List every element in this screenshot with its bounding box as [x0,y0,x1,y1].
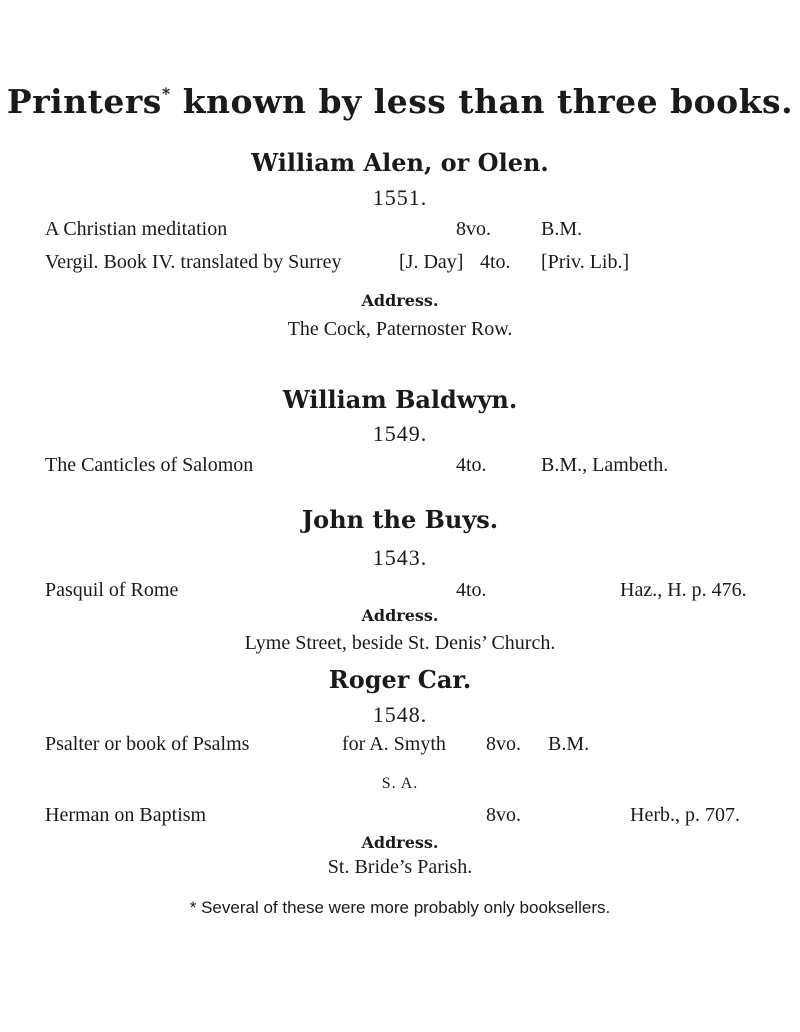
address-label: Address. [361,606,439,625]
entry-title: Vergil. Book IV. translated by Surrey [45,251,342,273]
entry-location: Haz., H. p. 476. [620,579,747,601]
entry-location: Herb., p. 707. [630,804,740,826]
entry-format: 8vo. [486,804,521,826]
section-year: 1548. [372,702,428,727]
address-text: Lyme Street, beside St. Denis’ Church. [244,632,556,654]
entry-title: A Christian meditation [45,218,228,240]
section-heading-baldwyn: William Baldwyn. [282,385,518,414]
entry-location: B.M., Lambeth. [541,454,669,476]
section-year: 1549. [372,421,428,446]
entry-row [0,251,800,277]
entry-format: 8vo. [486,733,521,755]
section-subyear: S. A. [381,775,419,792]
entry-row [0,218,800,244]
entry-row [0,579,800,605]
entry-location: B.M. [548,733,590,755]
address-label: Address. [361,291,439,310]
section-year: 1543. [372,545,428,570]
entry-location: [Priv. Lib.] [541,251,630,273]
entry-format: 8vo. [456,218,491,240]
section-year: 1551. [372,185,428,210]
section-heading-buys: John the Buys. [301,505,499,534]
entry-title: Herman on Baptism [45,804,207,826]
entry-format: 4to. [480,251,511,273]
section-heading-car: Roger Car. [328,665,472,694]
address-text: The Cock, Paternoster Row. [287,318,513,340]
entry-format: 4to. [456,454,487,476]
page-title: Printers* known by less than three books. [6,82,794,121]
entry-row [0,733,800,759]
entry-title: Psalter or book of Psalms [45,733,250,755]
footnote: * Several of these were more probably only booksellers. [189,898,611,917]
entry-format: 4to. [456,579,487,601]
footnote-mark: * [161,84,171,103]
entry-title: The Canticles of Salomon [45,454,254,476]
address-text: St. Bride’s Parish. [327,856,473,878]
entry-title: Pasquil of Rome [45,579,179,601]
entry-printer: for A. Smyth [342,733,446,755]
entry-location: B.M. [541,218,583,240]
section-heading-alen: William Alen, or Olen. [251,148,549,177]
entry-printer: [J. Day] [399,251,464,273]
entry-row [0,804,800,830]
address-label: Address. [361,833,439,852]
entry-row [0,454,800,480]
